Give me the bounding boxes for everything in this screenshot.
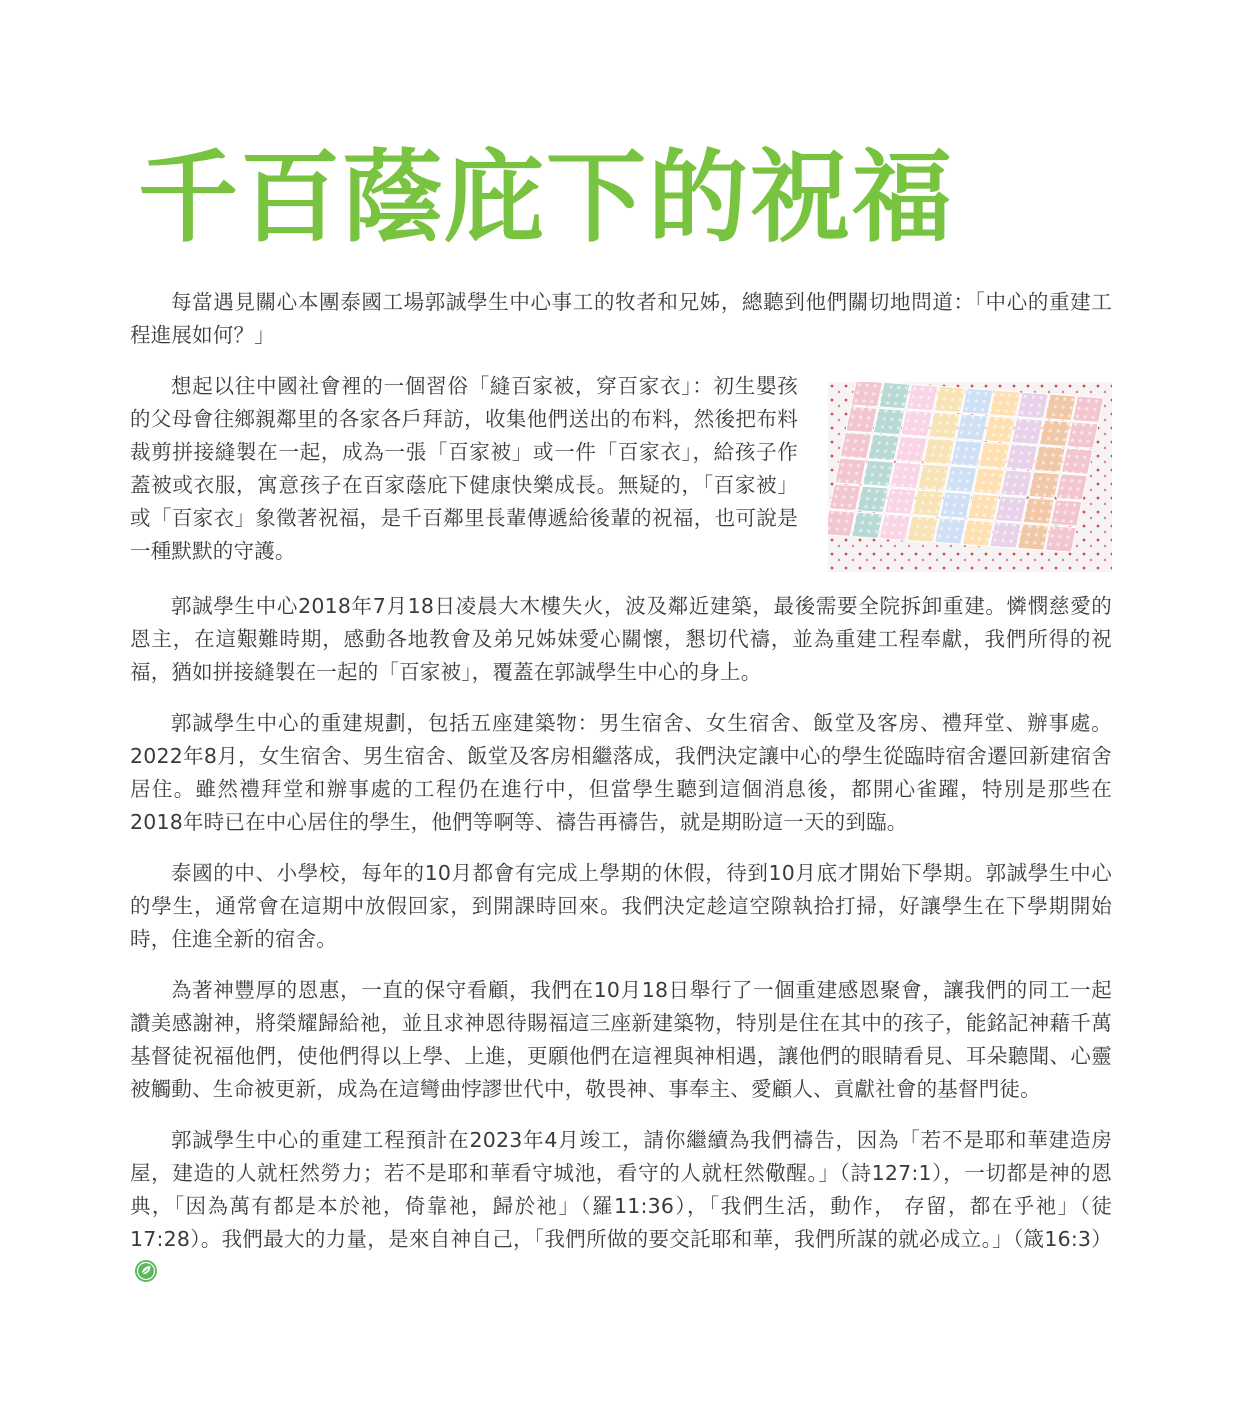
- paragraph-with-photo: [130, 370, 1112, 572]
- paragraph-4: 郭誠學生中心的重建規劃，包括五座建築物：男生宿舍、女生宿舍、飯堂及客房、禮拜堂、辦事處。2022年8月，女生宿舍、男生宿舍、飯堂及客房相繼落成，我們決定讓中心的學生從臨時宿舍遷回新建宿舍居住。雖然禮拜堂和辦事處的工程仍在進行中，但當學生聽到這個消息後，都開心雀躍，特別是那些在2018年時已在中心居住的學生，他們等啊等、禱告再禱告，就是期盼這一天的到臨。: [130, 711, 1112, 834]
- paragraph-7-text: 郭誠學生中心的重建工程預計在2023年4月竣工，請你繼續為我們禱告，因為「若不是耶和華建造房屋，建造的人就枉然勞力；若不是耶和華看守城池，看守的人就枉然儆醒。」（詩127:1），一切都是神的恩典，「因為萬有都是本於祂，倚靠祂，歸於祂」（羅11:36），「我們生活，動作， 存留，都在乎祂」（徒17:28）。我們最大的力量，是來自神自己，「我們所做的要交託耶和華，我們所謀的就必成立。」（箴16:3）: [130, 1128, 1112, 1251]
- article-title: 千百蔭庇下的祝福: [138, 139, 954, 256]
- paragraph-1: 每當遇見關心本團泰國工場郭誠學生中心事工的牧者和兄姊，總聽到他們關切地問道：「中心的重建工程進展如何？」: [130, 290, 1112, 347]
- paragraph-2: 想起以往中國社會裡的一個習俗「縫百家被，穿百家衣」：初生嬰孩的父母會往鄉親鄰里的各家各戶拜訪，收集他們送出的布料，然後把布料裁剪拼接縫製在一起，成為一張「百家被」或一件「百家衣」，給孩子作蓋被或衣服，寓意孩子在百家蔭庇下健康快樂成長。無疑的，「百家被」或「百家衣」象徵著祝福，是千百鄰里長輩傳遞給後輩的祝福，也可說是一種默默的守護。: [130, 374, 798, 563]
- leaf-end-mark-icon: [134, 1259, 158, 1283]
- paragraph-5: 泰國的中、小學校，每年的10月都會有完成上學期的休假，待到10月底才開始下學期。郭誠學生中心的學生，通常會在這期中放假回家，到開課時回來。我們決定趁這空隙執拾打掃，好讓學生在下學期開始時，住進全新的宿舍。: [130, 861, 1112, 951]
- paragraph-3: 郭誠學生中心2018年7月18日凌晨大木樓失火，波及鄰近建築，最後需要全院拆卸重建。憐憫慈愛的恩主，在這艱難時期，感動各地教會及弟兄姊妹愛心關懷，懇切代禱，並為重建工程奉獻，我們所得的祝福，猶如拼接縫製在一起的「百家被」，覆蓋在郭誠學生中心的身上。: [130, 594, 1112, 684]
- patchwork-quilt-photo: [828, 382, 1112, 572]
- paragraph-7: [130, 1124, 1112, 1289]
- article-body: [130, 286, 1112, 1307]
- paragraph-6: 為著神豐厚的恩惠，一直的保守看顧，我們在10月18日舉行了一個重建感恩聚會，讓我們的同工一起讚美感謝神，將榮耀歸給祂，並且求神恩待賜福這三座新建築物，特別是住在其中的孩子，能銘記神藉千萬基督徒祝福他們，使他們得以上學、上進，更願他們在這裡與神相遇，讓他們的眼睛看見、耳朵聽聞、心靈被觸動、生命被更新，成為在這彎曲悖謬世代中，敬畏神、事奉主、愛顧人、貢獻社會的基督門徒。: [130, 978, 1112, 1101]
